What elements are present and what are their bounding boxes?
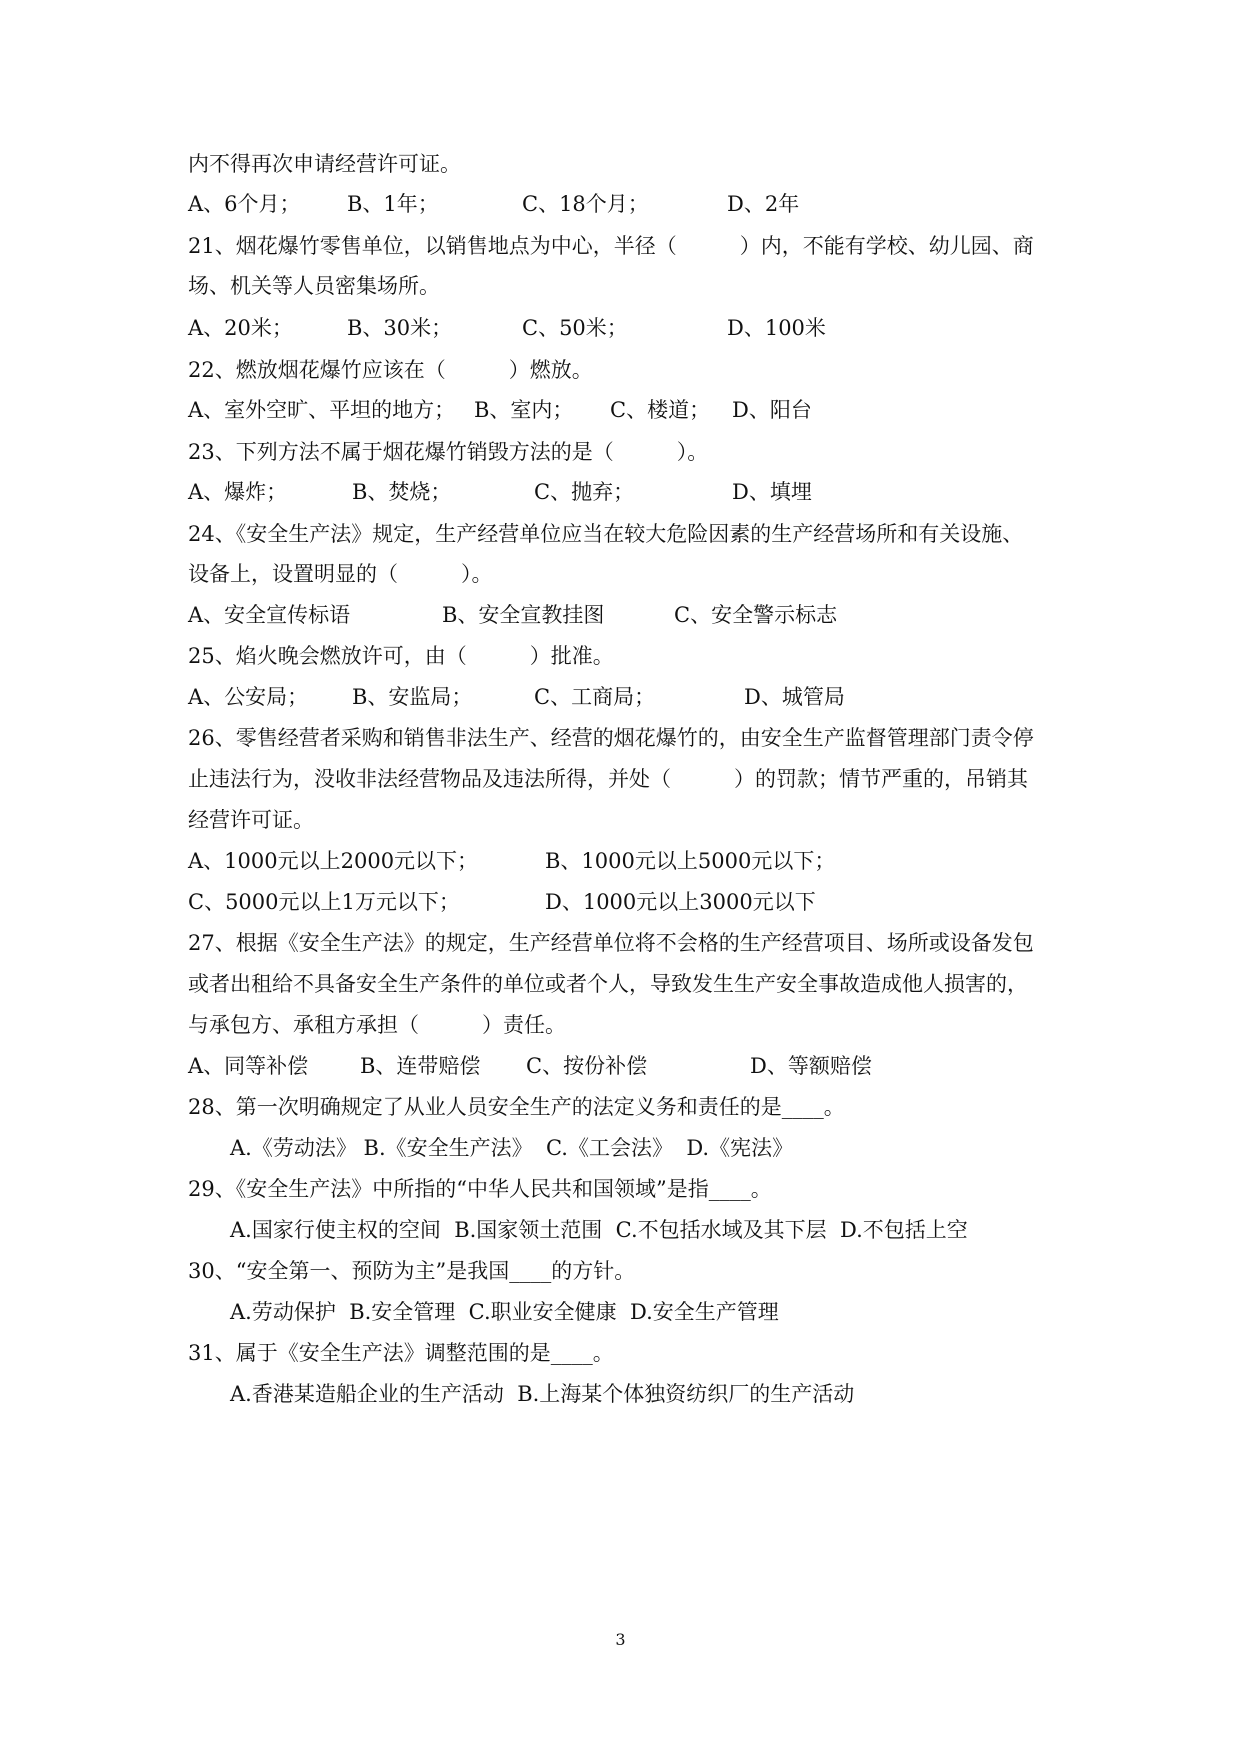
question-25: 25、焰火晚会燃放许可，由（ ）批准。 [188, 644, 614, 668]
option-c: C、5000元以上1万元以下； [188, 890, 460, 914]
option-c: C、工商局； [534, 685, 656, 709]
option-b: B、安监局； [352, 685, 473, 709]
options-q31: A.香港某造船企业的生产活动 B.上海某个体独资纺织厂的生产活动 [230, 1382, 855, 1406]
option-c: C、18个月； [522, 192, 649, 216]
option-b: B、1年； [347, 192, 439, 216]
option-b: B、焚烧； [352, 480, 452, 504]
option-a: A、1000元以上2000元以下； [188, 849, 479, 873]
option-c: C、按份补偿 [526, 1054, 648, 1078]
option-a: A、20米； [188, 316, 293, 340]
option-c: C、安全警示标志 [674, 603, 838, 627]
question-26-line-3: 经营许可证。 [188, 808, 314, 832]
question-27-line-1: 27、根据《安全生产法》的规定，生产经营单位将不会格的生产经营项目、场所或设备发包 [188, 931, 1034, 955]
question-29: 29、《安全生产法》中所指的“中华人民共和国领域”是指____。 [188, 1177, 772, 1201]
question-24-line-1: 24、《安全生产法》规定，生产经营单位应当在较大危险因素的生产经营场所和有关设施、 [188, 522, 1024, 546]
question-22: 22、燃放烟花爆竹应该在（ ）燃放。 [188, 358, 593, 382]
option-b: B、室内； [474, 398, 574, 422]
option-a: A、同等补偿 [188, 1054, 309, 1078]
option-d: D、100米 [727, 316, 826, 340]
question-28: 28、第一次明确规定了从业人员安全生产的法定义务和责任的是____。 [188, 1095, 845, 1119]
question-26-line-1: 26、零售经营者采购和销售非法生产、经营的烟花爆竹的，由安全生产监督管理部门责令停 [188, 726, 1034, 750]
question-21-line-2: 场、机关等人员密集场所。 [188, 274, 440, 298]
option-b: B、30米； [347, 316, 453, 340]
options-q30: A.劳动保护 B.安全管理 C.职业安全健康 D.安全生产管理 [230, 1300, 779, 1324]
option-d: D、1000元以上3000元以下 [545, 890, 816, 914]
option-b: B、1000元以上5000元以下； [545, 849, 836, 873]
option-b: B、连带赔偿 [360, 1054, 481, 1078]
question-24-line-2: 设备上，设置明显的（ ）。 [188, 562, 493, 586]
question-20-tail: 内不得再次申请经营许可证。 [188, 152, 461, 176]
option-a: A、公安局； [188, 685, 309, 709]
option-c: C、50米； [522, 316, 628, 340]
option-b: B、安全宣教挂图 [442, 603, 605, 627]
option-a: A、安全宣传标语 [188, 603, 351, 627]
question-27-line-2: 或者出租给不具备安全生产条件的单位或者个人，导致发生生产安全事故造成他人损害的， [188, 972, 1028, 996]
question-26-line-2: 止违法行为，没收非法经营物品及违法所得，并处（ ）的罚款；情节严重的，吊销其 [188, 767, 1028, 791]
option-d: D、城管局 [744, 685, 845, 709]
page-number: 3 [615, 1630, 626, 1649]
option-d: D、2年 [727, 192, 800, 216]
option-c: C、楼道； [610, 398, 711, 422]
option-d: D、等额赔偿 [750, 1054, 872, 1078]
options-q29: A.国家行使主权的空间 B.国家领土范围 C.不包括水域及其下层 D.不包括上空 [230, 1218, 968, 1242]
option-a: A、爆炸； [188, 480, 288, 504]
question-31: 31、属于《安全生产法》调整范围的是____。 [188, 1341, 614, 1365]
question-27-line-3: 与承包方、承租方承担（ ）责任。 [188, 1013, 566, 1037]
option-a: A、室外空旷、平坦的地方； [188, 398, 456, 422]
option-d: D、阳台 [732, 398, 812, 422]
question-21-line-1: 21、烟花爆竹零售单位，以销售地点为中心，半径（ ）内，不能有学校、幼儿园、商 [188, 234, 1034, 258]
option-d: D、填埋 [732, 480, 812, 504]
options-q28: A.《劳动法》 B.《安全生产法》 C.《工会法》 D.《宪法》 [230, 1136, 794, 1160]
question-23: 23、下列方法不属于烟花爆竹销毁方法的是（ ）。 [188, 440, 709, 464]
option-a: A、6个月； [188, 192, 301, 216]
question-30: 30、“安全第一、预防为主”是我国____的方针。 [188, 1259, 636, 1283]
option-c: C、抛弃； [534, 480, 635, 504]
